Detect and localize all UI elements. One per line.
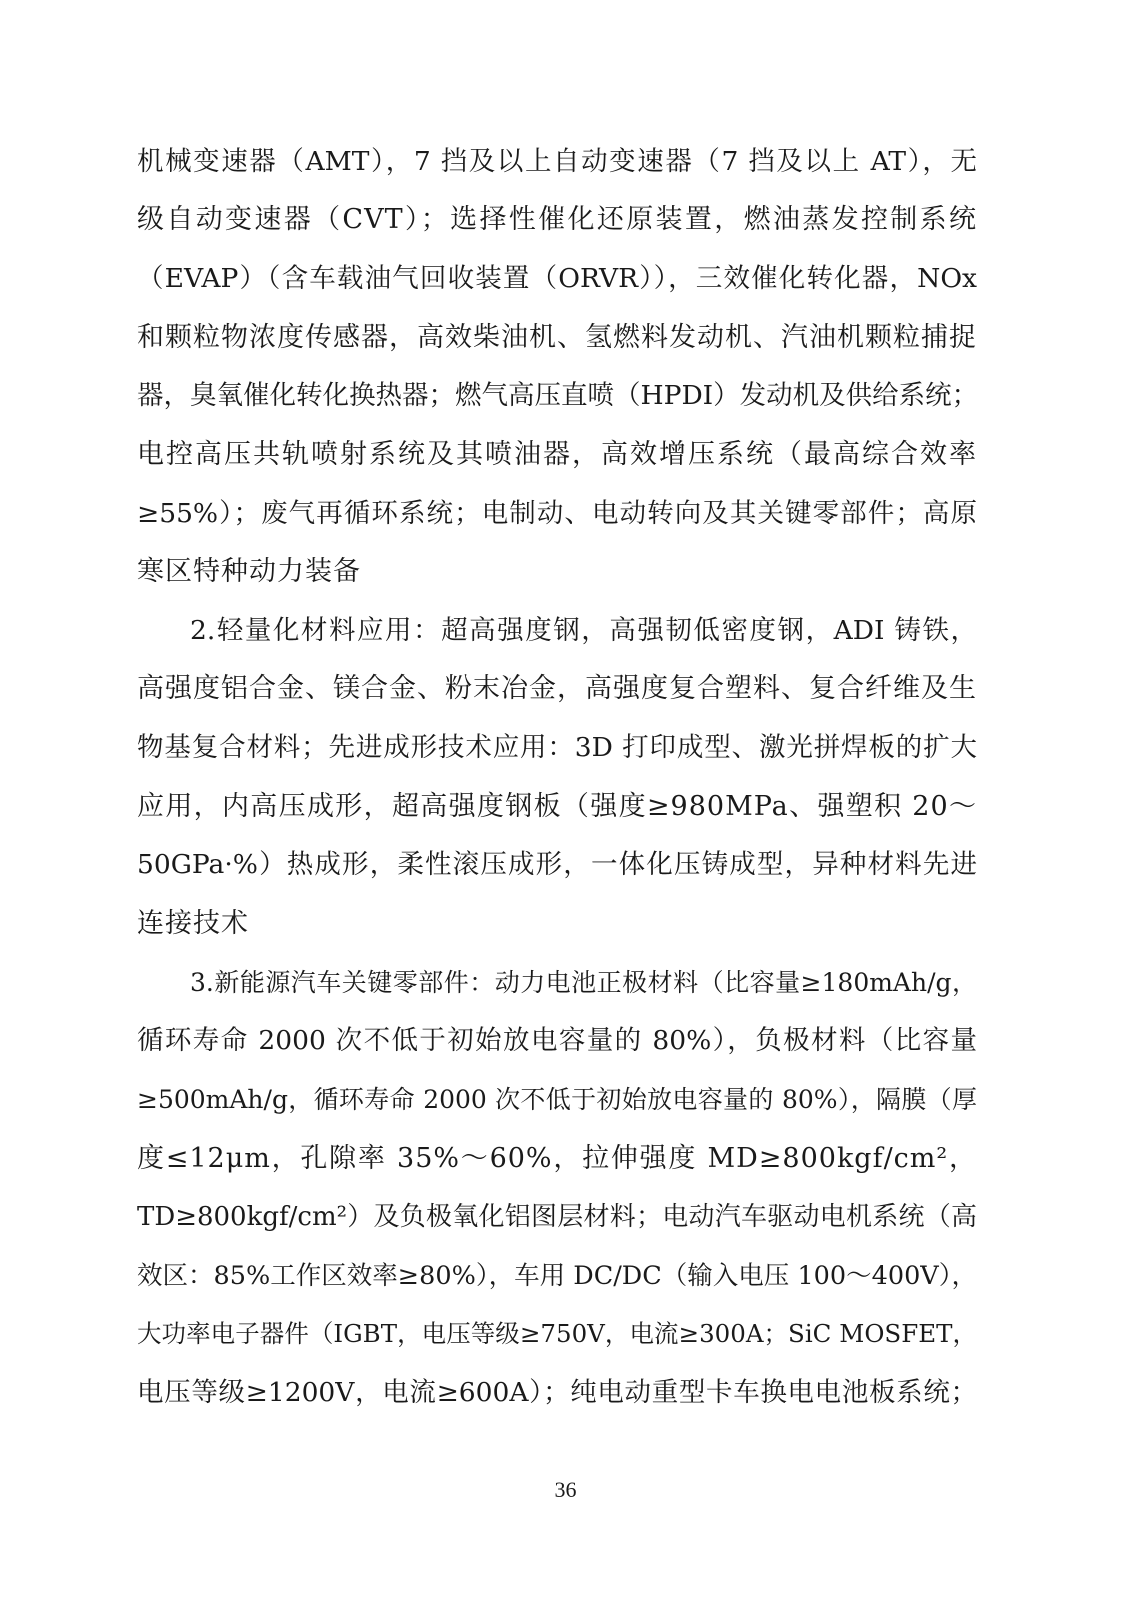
text-line: 电控高压共轨喷射系统及其喷油器，高效增压系统（最高综合效率 xyxy=(137,439,977,470)
paragraph-start-line: 3.新能源汽车关键零部件：动力电池正极材料（比容量≥180mAh/g， xyxy=(190,968,977,997)
text-line: 度≤12μm，孔隙率 35%～60%，拉伸强度 MD≥800kgf/cm²， xyxy=(137,1143,977,1174)
text-line: 50GPa·%）热成形，柔性滚压成形，一体化压铸成型，异种材料先进 xyxy=(137,849,977,880)
text-line: 物基复合材料；先进成形技术应用：3D 打印成型、激光拼焊板的扩大 xyxy=(137,732,977,763)
text-line: 和颗粒物浓度传感器，高效柴油机、氢燃料发动机、汽油机颗粒捕捉 xyxy=(137,322,977,353)
text-line: 器，臭氧催化转化换热器；燃气高压直喷（HPDI）发动机及供给系统； xyxy=(137,380,979,411)
text-line: 循环寿命 2000 次不低于初始放电容量的 80%），负极材料（比容量 xyxy=(137,1025,977,1056)
text-line: 大功率电子器件（IGBT，电压等级≥750V，电流≥300A；SiC MOSFET， xyxy=(137,1319,977,1348)
text-line: 寒区特种动力装备 xyxy=(137,556,361,587)
text-line: 电压等级≥1200V，电流≥600A）；纯电动重型卡车换电电池板系统； xyxy=(137,1377,977,1408)
text-line: 效区：85%工作区效率≥80%），车用 DC/DC（输入电压 100～400V）， xyxy=(137,1261,977,1291)
text-line: 高强度铝合金、镁合金、粉末冶金，高强度复合塑料、复合纤维及生 xyxy=(137,673,977,704)
text-line: 级自动变速器（CVT）；选择性催化还原装置，燃油蒸发控制系统 xyxy=(137,204,977,235)
text-line: 机械变速器（AMT），7 挡及以上自动变速器（7 挡及以上 AT），无 xyxy=(137,146,977,177)
text-line: 连接技术 xyxy=(137,908,249,939)
text-line: ≥500mAh/g，循环寿命 2000 次不低于初始放电容量的 80%），隔膜（厚 xyxy=(137,1085,977,1114)
text-line: ≥55%）；废气再循环系统；电制动、电动转向及其关键零部件；高原 xyxy=(137,498,977,529)
page-number: 36 xyxy=(554,1477,577,1502)
text-line: （EVAP）（含车载油气回收装置（ORVR）），三效催化转化器，NOx xyxy=(137,263,977,294)
paragraph-start-line: 2.轻量化材料应用：超高强度钢，高强韧低密度钢，ADI 铸铁， xyxy=(190,615,977,646)
text-line: TD≥800kgf/cm²）及负极氧化铝图层材料；电动汽车驱动电机系统（高 xyxy=(137,1202,977,1232)
text-line: 应用，内高压成形，超高强度钢板（强度≥980MPa、强塑积 20～ xyxy=(137,791,977,822)
